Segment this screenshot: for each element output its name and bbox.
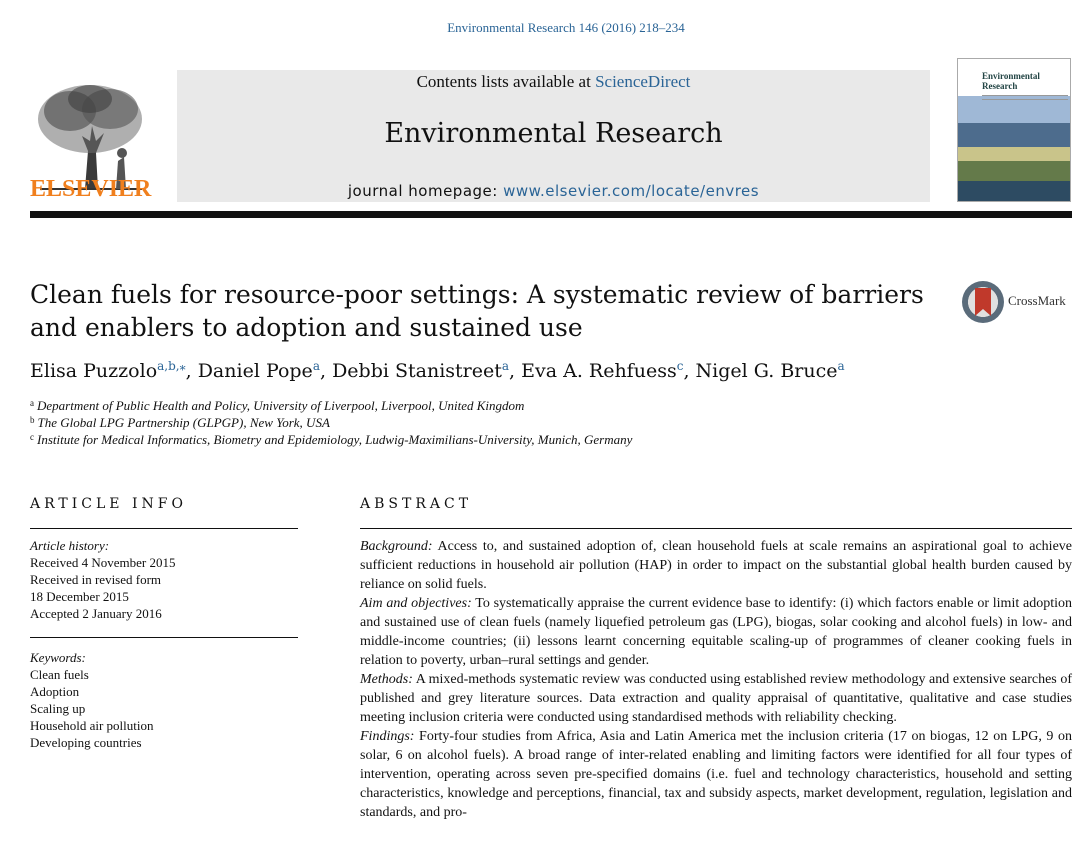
author-affil-mark[interactable]: a,b,	[157, 359, 180, 373]
keywords-rule	[30, 637, 298, 638]
abstract-paragraph	[360, 727, 1072, 822]
cover-title	[982, 71, 1040, 91]
abstract-section-label: Background:	[360, 539, 433, 554]
abstract-paragraph	[360, 670, 1072, 727]
abstract-section-text: A mixed-methods systematic review was conducted using established review methodology and extensive searches of published and grey literature sources. Data extraction and quality appraisal of quantitative, qualitative and case studies meeting inclusion criteria were conducted using standardised methods with reliability checking.	[360, 672, 1072, 725]
author-name[interactable]: Daniel Pope	[197, 360, 313, 382]
abstract-section-text: Access to, and sustained adoption of, clean household fuels at scale remains an aspirational goal to achieve sufficient reductions in household air pollution (HAP) in order to impact on the substantial global health burden caused by reliance on solid fuels.	[360, 539, 1072, 592]
journal-title: Environmental Research	[384, 118, 723, 149]
author-affil-mark[interactable]: a	[837, 359, 845, 373]
author-separator: ,	[319, 360, 333, 382]
author-affil-mark[interactable]: c	[676, 359, 684, 373]
journal-citation[interactable]: Environmental Research 146 (2016) 218–234	[447, 20, 685, 35]
homepage-line	[177, 182, 930, 200]
corresponding-author-mark[interactable]: ⁎	[179, 359, 186, 373]
keyword-item: Clean fuels	[30, 667, 89, 682]
abstract-paragraph	[360, 537, 1072, 594]
keyword-item: Scaling up	[30, 701, 86, 716]
history-entry: Accepted 2 January 2016	[30, 606, 162, 621]
author-name[interactable]: Elisa Puzzolo	[30, 360, 158, 382]
author-affil-mark[interactable]: a	[501, 359, 510, 373]
history-entry: 18 December 2015	[30, 589, 129, 604]
crossmark-label: CrossMark	[1008, 293, 1066, 308]
article-info-rule	[30, 528, 298, 529]
keywords-list	[30, 649, 154, 751]
author-separator: ,	[509, 360, 522, 382]
abstract-section-label: Findings:	[360, 729, 415, 744]
affiliation	[30, 432, 632, 448]
homepage-prefix: journal homepage:	[347, 182, 504, 200]
abstract-section-label: Methods:	[360, 672, 413, 687]
abstract-section-label: Aim and objectives:	[360, 596, 472, 611]
cover-subtitle-lines	[982, 95, 1068, 100]
cover-title-line1: Environmental	[982, 71, 1040, 81]
contents-line	[177, 72, 930, 92]
header-divider	[30, 211, 1072, 218]
article-title-line2: and enablers to adoption and sustained use	[30, 313, 583, 342]
keyword-item: Developing countries	[30, 735, 142, 750]
elsevier-wordmark: ELSEVIER	[30, 176, 152, 202]
author-separator: ,	[185, 360, 198, 382]
affiliation	[30, 398, 524, 414]
abstract-paragraph	[360, 594, 1072, 670]
article-title	[30, 278, 950, 344]
abstract-section-text: To systematically appraise the current evidence base to identify: (i) which factors enable or limit adoption and sustained use of clean fuels (namely liquefied petroleum gas (LPG), biogas, solar cooking and alcohol fuels) in low- and middle-income countries; (ii) lessons learnt concerning equitable scaling-up of programmes of cleaner cooking fuels in relation to poverty, urban–rural settings and gender.	[360, 596, 1072, 668]
author-name[interactable]: Debbi Stanistreet	[332, 360, 502, 382]
affiliation-mark: b	[30, 415, 35, 425]
affiliation-text: Department of Public Health and Policy, University of Liverpool, Liverpool, United Kingdom	[37, 398, 525, 413]
author-name[interactable]: Nigel G. Bruce	[695, 360, 838, 382]
affiliation-mark: c	[30, 432, 34, 442]
article-title-line1: Clean fuels for resource-poor settings: A systematic review of barriers	[30, 280, 924, 309]
history-entry: Received 4 November 2015	[30, 555, 176, 570]
cover-title-line2: Research	[982, 81, 1018, 91]
article-history	[30, 537, 175, 622]
keyword-item: Adoption	[30, 684, 80, 699]
abstract-section-text: Forty-four studies from Africa, Asia and Latin America met the inclusion criteria (17 on biogas, 12 on LPG, 9 on solar, 6 on alcohol fuels). A broad range of inter-related enabling and limiting factors were identified for all four types of intervention, operating across seven pre-specified domains (i.e. fuel and technology characteristics, household and setting characteristics, knowledge and perceptions, financial, tax and subsidy aspects, market development, regulation, legislation and standards, and pro-	[360, 729, 1072, 820]
journal-cover-image[interactable]	[957, 58, 1071, 202]
sciencedirect-link[interactable]: ScienceDirect	[595, 72, 691, 91]
keywords-label: Keywords:	[30, 650, 86, 665]
abstract-rule	[360, 528, 1072, 529]
journal-masthead	[177, 70, 930, 202]
author-affil-mark[interactable]: a	[312, 359, 320, 373]
contents-prefix: Contents lists available at	[416, 72, 596, 91]
abstract-heading: ABSTRACT	[360, 496, 473, 512]
article-info-heading: ARTICLE INFO	[30, 496, 187, 512]
article-history-label: Article history:	[30, 538, 110, 553]
affiliation-text: Institute for Medical Informatics, Biometry and Epidemiology, Ludwig-Maximilians-University, Munich, Germany	[37, 432, 633, 447]
abstract-body	[360, 537, 1072, 822]
crossmark-button[interactable]	[962, 281, 1072, 325]
author-list	[30, 359, 845, 382]
keyword-item: Household air pollution	[30, 718, 154, 733]
affiliation-text: The Global LPG Partnership (GLPGP), New York, USA	[37, 415, 330, 430]
author-name[interactable]: Eva A. Rehfuess	[521, 360, 677, 382]
affiliation	[30, 415, 330, 431]
history-entry: Received in revised form	[30, 572, 162, 587]
affiliation-mark: a	[30, 398, 34, 408]
author-separator: ,	[683, 360, 696, 382]
homepage-link[interactable]: www.elsevier.com/locate/envres	[503, 182, 760, 200]
